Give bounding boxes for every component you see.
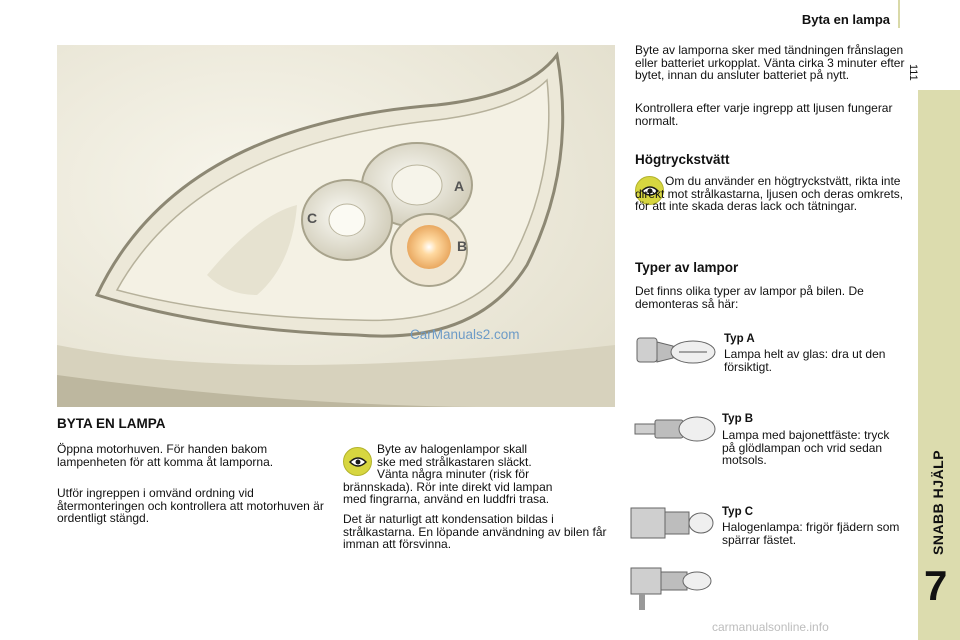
callout-c: C [307, 210, 318, 226]
callout-a: A [454, 178, 465, 194]
lamp-type-c-label: Typ C [722, 506, 754, 518]
lamp-types-intro: Det finns olika typer av lampor på bilen. De demonteras så här: [635, 284, 864, 311]
check-paragraph: Kontrollera efter varje ingrepp att ljusen fungerar normalt. [635, 101, 893, 128]
chapter-tab-top [918, 0, 960, 90]
halogen-notice [343, 443, 615, 506]
lamp-type-a-label: Typ A [724, 333, 755, 345]
section-heading: BYTA EN LAMPA [57, 416, 166, 431]
notice-line: brännskada). Rör inte direkt vid lampan [343, 479, 553, 494]
callout-b: B [457, 238, 468, 254]
page-header-title: Byta en lampa [801, 12, 890, 27]
header-divider [898, 0, 900, 28]
notice-line: med fingrarna, använd en luddfri trasa. [343, 492, 550, 507]
chapter-tab-title: SNABB HJÄLP [930, 449, 946, 555]
lamp-type-c-text: Halogenlampa: frigör fjädern som spärrar fästet. [722, 520, 900, 547]
intro-paragraph: Öppna motorhuven. För handen bakom lampenheten för att komma åt lamporna. [57, 442, 274, 469]
headlight-illustration [57, 45, 615, 407]
condensation-paragraph: Det är naturligt att kondensation bildas i strålkastarna. En löpande användning av bilen får imman att försvinna. [343, 512, 607, 552]
photo-watermark: CarManuals2.com [410, 327, 520, 342]
chapter-number: 7 [924, 562, 948, 609]
lamp-type-a-text: Lampa helt av glas: dra ut den försiktigt. [724, 347, 886, 374]
pressure-wash-title: Högtryckstvätt [635, 152, 730, 167]
lamp-type-b-label: Typ B [722, 413, 754, 425]
ignition-paragraph: Byte av lamporna sker med tändningen frånslagen eller batteriet urkopplat. Vänta cirka 3 minuter efter bytet, innan du ansluter batteriet på nytt. [635, 43, 905, 83]
lamp-type-c-illustration [627, 500, 717, 620]
page-number: 111 [907, 64, 919, 81]
reassembly-paragraph: Utför ingreppen i omvänd ordning vid återmonteringen och kontrollera att motorhuven är ordentligt stängd. [57, 486, 324, 526]
notice-line: Vänta några minuter (risk för [377, 467, 530, 482]
lamp-type-b-illustration [633, 410, 719, 448]
headlight-photo [57, 45, 615, 407]
lamp-type-a-illustration [633, 330, 719, 374]
lamp-type-b-text: Lampa med bajonettfäste: tryck på glödlampan och vrid sedan motsols. [722, 428, 890, 468]
pressure-wash-text: Om du använder en högtryckstvätt, rikta inte direkt mot strålkastarna, ljusen och deras omkrets, för att inte skada deras lack och tätningar. [635, 174, 904, 214]
notice-line: Byte av halogenlampor skall [377, 442, 528, 456]
lamp-types-title: Typer av lampor [635, 260, 739, 275]
notice-line: ske med strålkastaren släckt. [377, 454, 532, 469]
footer-watermark: carmanualsonline.info [712, 620, 829, 634]
